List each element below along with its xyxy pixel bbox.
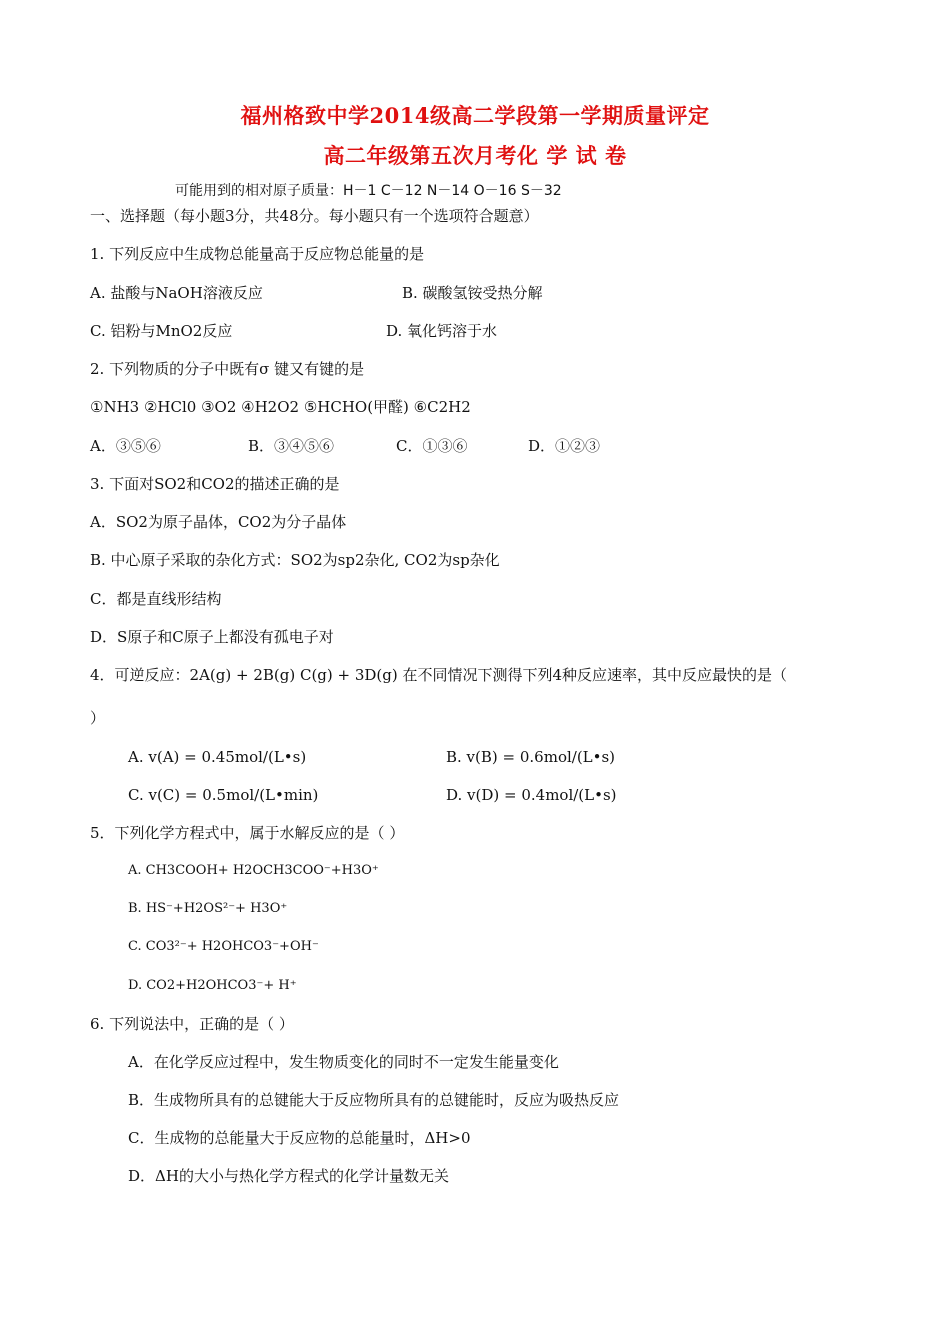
- question-1-option-b: B. 碳酸氢铵受热分解: [402, 284, 543, 302]
- question-4-option-a: A. v(A) = 0.45mol/(L•s): [128, 748, 307, 766]
- question-1-option-d: D. 氧化钙溶于水: [386, 322, 498, 340]
- question-5-option-b: B. HS⁻+H2OS²⁻+ H3O⁺: [128, 901, 288, 916]
- question-5-stem: 5．下列化学方程式中，属于水解反应的是（ ）: [90, 824, 405, 842]
- question-4-option-d: D. v(D) = 0.4mol/(L•s): [446, 786, 617, 804]
- question-3-option-b: B. 中心原子采取的杂化方式：SO2为sp2杂化, CO2为sp杂化: [90, 551, 500, 569]
- question-2-items: ①NH3 ②HCl0 ③O2 ④H2O2 ⑤HCHO(甲醛) ⑥C2H2: [90, 398, 471, 416]
- question-2-option-b: B．③④⑤⑥: [248, 437, 335, 455]
- question-5-option-c: C. CO3²⁻+ H2OHCO3⁻+OH⁻: [128, 939, 319, 954]
- question-2-option-c: C．①③⑥: [396, 437, 468, 455]
- question-1-stem: 1. 下列反应中生成物总能量高于反应物总能量的是: [90, 245, 425, 263]
- question-5-option-a: A. CH3COOH+ H2OCH3COO⁻+H3O⁺: [128, 863, 379, 878]
- question-5-option-d: D. CO2+H2OHCO3⁻+ H⁺: [128, 978, 297, 993]
- question-3-option-c: C．都是直线形结构: [90, 590, 222, 608]
- question-4-stem: 4．可逆反应：2A(g) + 2B(g) C(g) + 3D(g) 在不同情况下测得下列4种反应速率，其中反应最快的是（: [90, 666, 788, 684]
- question-2-option-d: D．①②③: [528, 437, 601, 455]
- question-1-option-c: C. 铝粉与MnO2反应: [90, 322, 233, 340]
- exam-subtitle: 高二年级第五次月考化 学 试 卷: [323, 143, 627, 168]
- question-1-option-a: A. 盐酸与NaOH溶液反应: [90, 284, 263, 302]
- question-6-option-b: B．生成物所具有的总键能大于反应物所具有的总键能时，反应为吸热反应: [128, 1091, 620, 1109]
- question-6-option-c: C．生成物的总能量大于反应物的总能量时，ΔH>0: [128, 1129, 471, 1147]
- question-3-option-a: A．SO2为原子晶体，CO2为分子晶体: [90, 513, 347, 531]
- question-6-option-a: A．在化学反应过程中，发生物质变化的同时不一定发生能量变化: [128, 1053, 559, 1071]
- question-3-stem: 3. 下面对SO2和CO2的描述正确的是: [90, 475, 340, 493]
- atomic-masses: 可能用到的相对原子质量：H－1 C－12 N－14 O－16 S－32: [175, 183, 562, 199]
- question-4-stem-cont: ）: [90, 709, 106, 727]
- question-4-option-b: B. v(B) = 0.6mol/(L•s): [446, 748, 616, 766]
- question-2-stem: 2. 下列物质的分子中既有σ 键又有键的是: [90, 360, 365, 378]
- question-3-option-d: D．S原子和C原子上都没有孤电子对: [90, 628, 334, 646]
- question-2-option-a: A．③⑤⑥: [90, 437, 161, 455]
- question-6-option-d: D．ΔH的大小与热化学方程式的化学计量数无关: [128, 1167, 449, 1185]
- exam-title: 福州格致中学2014级高二学段第一学期质量评定: [240, 103, 710, 128]
- question-6-stem: 6. 下列说法中，正确的是（ ）: [90, 1015, 294, 1033]
- question-4-option-c: C. v(C) = 0.5mol/(L•min): [128, 786, 319, 804]
- section-heading: 一、选择题（每小题3分，共48分。每小题只有一个选项符合题意）: [90, 207, 539, 225]
